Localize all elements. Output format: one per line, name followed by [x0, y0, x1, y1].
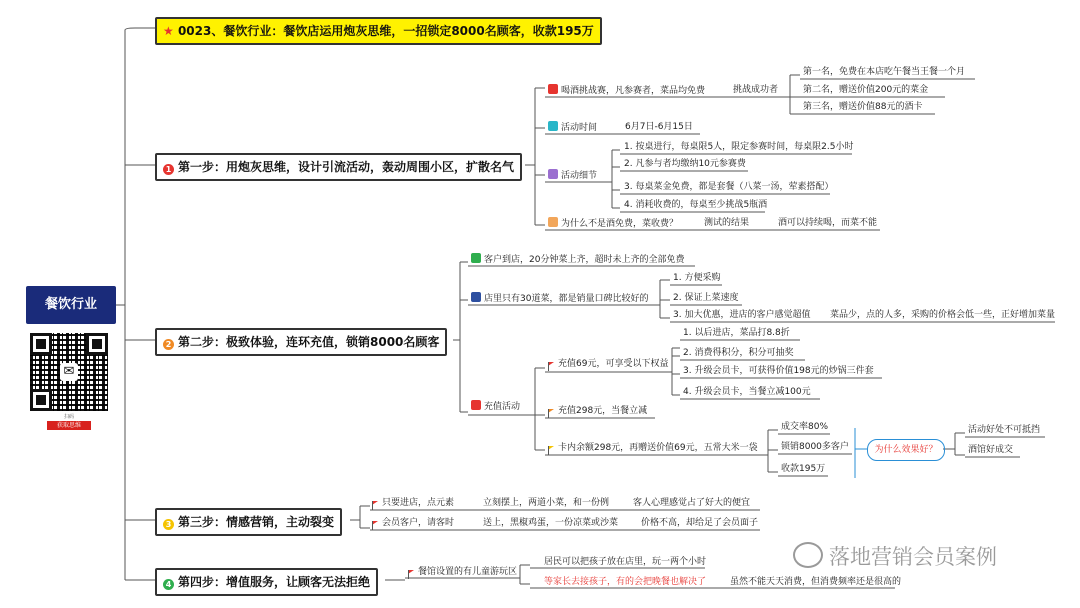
reason-2: 酒馆好成交 — [968, 445, 1014, 455]
watermark-text: 落地营销会员案例 — [829, 545, 997, 569]
wechat-icon — [793, 542, 823, 568]
star-icon: ★ — [163, 24, 178, 38]
step3-row2-b: 送上，黑椒鸡蛋，一份凉菜或沙菜 — [483, 518, 619, 528]
qr-code — [30, 333, 108, 411]
step4-row2: 等家长去接孩子，有的会把晚餐也解决了 — [544, 577, 707, 587]
result-1: 成交率80% — [781, 422, 829, 432]
why-reason: 酒可以持续喝，而菜不能 — [778, 218, 878, 228]
recharge-node — [471, 400, 520, 413]
flag-icon — [548, 446, 554, 450]
watermark — [793, 541, 997, 571]
title-text: 0023、餐饮行业：餐饮店运用炮灰思维，一招锁定8000名顾客，收款195万 — [177, 24, 594, 38]
reason-1: 活动好处不可抵挡 — [968, 425, 1041, 435]
step3-row2-a — [372, 517, 454, 529]
step-label: 第一步：用炮灰思维，设计引流活动，轰动周围小区，扩散名气 — [178, 160, 515, 174]
step-number-icon: 1 — [163, 164, 174, 175]
why-node — [548, 217, 678, 230]
step3-row2-a-label: 会员客户，请客时 — [382, 518, 455, 528]
step-number-icon: 4 — [163, 579, 174, 590]
detail-item-3: 3. 每桌菜金免费，都是套餐（八菜一汤，荤素搭配） — [624, 182, 834, 192]
step4-node — [408, 566, 517, 578]
flag-icon — [548, 409, 554, 413]
wechat-icon — [60, 363, 78, 381]
menu-item-1: 1. 方便采购 — [673, 273, 721, 283]
step3-row1-a — [372, 497, 454, 509]
serve-node — [471, 253, 684, 266]
step4-note: 虽然不能天天消费，但消费频率还是很高的 — [730, 577, 902, 587]
list-icon — [548, 169, 558, 179]
contest-node — [548, 84, 705, 97]
why-effect-node: 为什么效果好？ — [867, 439, 945, 461]
time-value: 6月7日-6月15日 — [625, 122, 693, 132]
r69-item-4: 4. 升级会员卡，当餐立减100元 — [683, 387, 811, 397]
r69-item-2: 2. 消费得积分，积分可抽奖 — [683, 348, 794, 358]
contest-result: 挑战成功者 — [733, 85, 779, 95]
r298-label: 充值298元，当餐立减 — [558, 406, 648, 416]
menu-label: 店里只有30道菜，都是销量口碑比较好的 — [484, 294, 649, 304]
step-1-node — [155, 153, 522, 181]
gift-icon — [471, 400, 481, 410]
r69-label: 充值69元，可享受以下权益 — [558, 359, 669, 369]
step3-row1-c: 客人心理感觉占了好大的便宜 — [633, 498, 751, 508]
recharge-label: 充值活动 — [484, 402, 521, 412]
flag-icon — [548, 362, 554, 366]
r69-node — [548, 358, 668, 370]
step-2-node — [155, 328, 447, 356]
qr-caption: 扫码 — [63, 414, 74, 420]
step3-row1-a-label: 只要进店，点元素 — [382, 498, 455, 508]
step3-row2-c: 价格不高，却给足了会员面子 — [641, 518, 759, 528]
step-number-icon: 2 — [163, 339, 174, 350]
menu-node — [471, 292, 648, 305]
r298-node — [548, 405, 647, 417]
step3-row1-b: 立刻摆上，两道小菜，和一份例 — [483, 498, 610, 508]
step4-row1: 居民可以把孩子放在店里，玩一两个小时 — [544, 557, 707, 567]
step-number-icon: 3 — [163, 519, 174, 530]
r69-item-1: 1. 以后进店，菜品打8.8折 — [683, 328, 790, 338]
balance-label: 卡内余额298元，再赠送价值69元，五常大米一袋 — [558, 443, 758, 453]
detail-item-4: 4. 消耗收费的，每桌至少挑战5瓶酒 — [624, 200, 768, 210]
flag-icon — [372, 521, 378, 525]
time-node — [548, 121, 597, 134]
bag-icon — [471, 292, 481, 302]
r69-item-3: 3. 升级会员卡，可获得价值198元的炒锅三件套 — [683, 366, 874, 376]
contest-label: 喝酒挑战赛，凡参赛者，菜品均免费 — [561, 86, 706, 96]
fire-icon — [548, 84, 558, 94]
menu-item-2: 2. 保证上菜速度 — [673, 293, 739, 303]
step4-label: 餐馆设置的有儿童游玩区 — [418, 567, 518, 577]
clock-icon — [548, 121, 558, 131]
detail-node — [548, 169, 597, 182]
prize-1: 第一名，免费在本店吃午餐当王餐一个月 — [803, 67, 966, 77]
prize-2: 第二名，赠送价值200元的菜金 — [803, 85, 929, 95]
why-answer: 测试的结果 — [704, 218, 750, 228]
check-icon — [471, 253, 481, 263]
result-3: 收款195万 — [781, 464, 826, 474]
prize-3: 第三名，赠送价值88元的酒卡 — [803, 102, 923, 112]
balance-node — [548, 442, 758, 454]
detail-label: 活动细节 — [561, 171, 598, 181]
step-4-node — [155, 568, 378, 596]
root-node: 餐饮行业 — [26, 286, 116, 324]
menu-item-3: 3. 加大优惠，进店的客户感觉超值 — [673, 310, 811, 320]
serve-label: 客户到店，20分钟菜上齐，超时未上齐的全部免费 — [484, 255, 685, 265]
time-label: 活动时间 — [561, 123, 598, 133]
why-label: 为什么不是酒免费，菜收费？ — [561, 219, 679, 229]
detail-item-2: 2. 凡参与者均缴纳10元参赛费 — [624, 159, 746, 169]
step-3-node — [155, 508, 342, 536]
question-icon — [548, 217, 558, 227]
step-label: 第二步：极致体验，连环充值，锁销8000名顾客 — [178, 335, 440, 349]
result-2: 锁销8000多客户 — [781, 442, 849, 452]
title-node — [155, 17, 602, 45]
step-label: 第四步：增值服务，让顾客无法拒绝 — [178, 575, 371, 589]
flag-icon — [408, 570, 414, 574]
flag-icon — [372, 501, 378, 505]
step-label: 第三步：情感营销，主动裂变 — [178, 515, 335, 529]
detail-item-1: 1. 按桌进行，每桌限5人，限定参赛时间，每桌限2.5小时 — [624, 142, 854, 152]
qr-badge: 获取思维 — [47, 421, 91, 430]
menu-note: 菜品少，点的人多，采购的价格会低一些，正好增加菜量 — [830, 310, 1056, 320]
